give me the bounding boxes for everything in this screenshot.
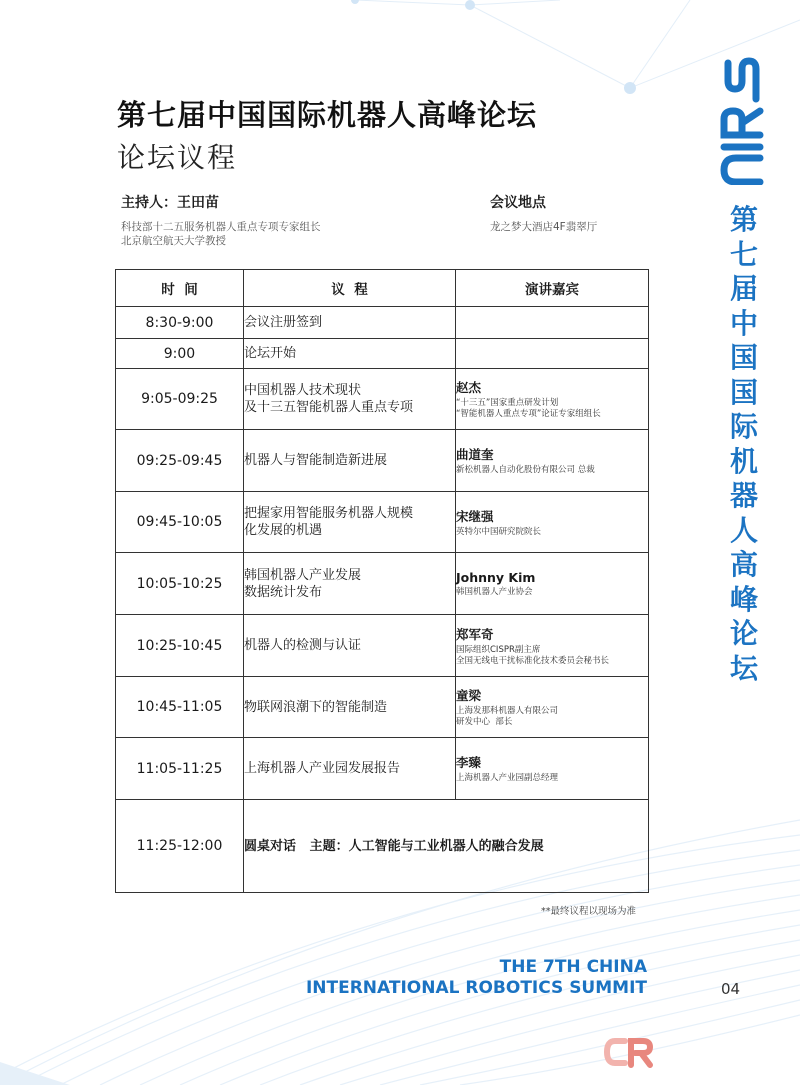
speaker-cell <box>456 307 649 339</box>
topic-cell <box>244 430 456 492</box>
column-header-topic: 议 程 <box>244 270 456 307</box>
time-cell: 9:05-09:25 <box>116 369 244 430</box>
speaker-title: 韩国机器人产业协会 <box>456 586 533 597</box>
topic-line: 论坛开始 <box>244 346 297 361</box>
agenda-table <box>115 269 649 893</box>
speaker-title: “十三五”国家重点研发计划 <box>456 398 559 408</box>
speaker-cell <box>456 369 649 430</box>
cirs-logo <box>716 55 768 185</box>
speaker-cell <box>456 430 649 492</box>
vertical-title-char: 论 <box>729 617 758 650</box>
speaker-title: “智能机器人重点专项”论证专家组组长 <box>456 409 601 419</box>
topic-cell <box>244 339 456 369</box>
column-header-time: 时 间 <box>116 270 244 307</box>
speaker-name: Johnny Kim <box>456 569 536 585</box>
table-row <box>116 553 649 615</box>
topic-cell <box>244 369 456 430</box>
speaker-cell <box>456 339 649 369</box>
venue-location: 龙之梦大酒店4F翡翠厅 <box>490 221 598 233</box>
time-cell: 8:30-9:00 <box>116 307 244 339</box>
time-cell: 10:05-10:25 <box>116 553 244 615</box>
english-title-line: THE 7TH CHINA <box>499 957 647 977</box>
roundtable-topic-cell: 圆桌对话 主题：人工智能与工业机器人的融合发展 <box>244 800 649 893</box>
speaker-name: 李臻 <box>456 755 482 770</box>
topic-cell <box>244 738 456 800</box>
speaker-title: 新松机器人自动化股份有限公司 总裁 <box>456 465 595 475</box>
speaker-name: 宋继强 <box>456 508 494 524</box>
table-row <box>116 492 649 553</box>
vertical-title-char: 器 <box>729 479 758 512</box>
host-label: 主持人：王田苗 <box>121 195 219 211</box>
cr-logo <box>603 1035 655 1069</box>
time-cell: 10:45-11:05 <box>116 677 244 738</box>
vertical-title-char: 机 <box>729 444 758 478</box>
topic-cell <box>244 615 456 677</box>
topic-cell <box>244 553 456 615</box>
speaker-name: 郑军奇 <box>456 626 494 642</box>
vertical-title-char: 坛 <box>729 651 758 685</box>
table-row <box>116 738 649 800</box>
vertical-title-char: 届 <box>729 272 758 305</box>
footnote: **最终议程以现场为准 <box>541 906 637 917</box>
topic-cell <box>244 677 456 738</box>
speaker-title: 国际组织CISPR副主席 <box>456 644 541 655</box>
table-row <box>116 307 649 339</box>
time-cell: 10:25-10:45 <box>116 615 244 677</box>
page-number: 04 <box>721 980 741 998</box>
topic-line: 上海机器人产业园发展报告 <box>244 761 401 776</box>
speaker-title: 上海发那科机器人有限公司 <box>456 706 559 716</box>
topic-line: 韩国机器人产业发展 <box>244 567 362 583</box>
time-cell: 09:45-10:05 <box>116 492 244 553</box>
table-row <box>116 800 649 893</box>
topic-line: 物联网浪潮下的智能制造 <box>244 699 388 715</box>
topic-line: 及十三五智能机器人重点专项 <box>244 400 414 415</box>
host-title-line: 北京航空航天大学教授 <box>121 235 226 247</box>
speaker-name: 曲道奎 <box>456 447 494 462</box>
topic-line: 机器人的检测与认证 <box>244 638 362 653</box>
speaker-title: 上海机器人产业园副总经理 <box>456 773 559 783</box>
vertical-title-char: 高 <box>729 548 758 581</box>
table-header-row <box>116 270 649 307</box>
speaker-name: 童梁 <box>456 688 482 703</box>
vertical-title-char: 峰 <box>729 582 758 616</box>
topic-cell <box>244 492 456 553</box>
table-row <box>116 339 649 369</box>
time-cell: 11:05-11:25 <box>116 738 244 800</box>
table-row <box>116 430 649 492</box>
topic-line: 把握家用智能服务机器人规模 <box>244 506 414 521</box>
topic-line: 中国机器人技术现状 <box>244 383 362 398</box>
vertical-title <box>726 203 762 686</box>
page-title: 第七届中国国际机器人高峰论坛 <box>117 98 538 132</box>
speaker-title: 研发中心 部长 <box>456 717 513 727</box>
venue-label: 会议地点 <box>490 195 546 211</box>
topic-cell <box>244 307 456 339</box>
topic-line: 会议注册签到 <box>244 315 323 330</box>
table-row <box>116 369 649 430</box>
vertical-title-char: 七 <box>729 237 758 271</box>
topic-line: 机器人与智能制造新进展 <box>244 453 388 468</box>
speaker-title: 英特尔中国研究院院长 <box>456 526 542 537</box>
english-title-line: INTERNATIONAL ROBOTICS SUMMIT <box>305 978 647 998</box>
speaker-cell <box>456 553 649 615</box>
english-title <box>292 957 647 999</box>
speaker-name: 赵杰 <box>456 380 482 395</box>
topic-line: 化发展的机遇 <box>244 523 323 538</box>
table-row <box>116 677 649 738</box>
vertical-title-char: 国 <box>729 341 758 374</box>
speaker-cell <box>456 492 649 553</box>
topic-line: 数据统计发布 <box>244 584 323 600</box>
page-subtitle: 论坛议程 <box>117 141 238 174</box>
speaker-cell <box>456 738 649 800</box>
vertical-title-char: 第 <box>729 203 758 236</box>
time-cell: 9:00 <box>116 339 244 369</box>
vertical-title-char: 际 <box>729 410 758 443</box>
vertical-title-char: 人 <box>729 513 758 547</box>
vertical-title-char: 国 <box>729 375 758 409</box>
time-cell: 09:25-09:45 <box>116 430 244 492</box>
table-row <box>116 615 649 677</box>
speaker-cell <box>456 677 649 738</box>
speaker-title: 全国无线电干扰标准化技术委员会秘书长 <box>456 655 610 666</box>
vertical-title-char: 中 <box>729 306 758 340</box>
time-cell: 11:25-12:00 <box>116 800 244 893</box>
column-header-speaker: 演讲嘉宾 <box>456 270 649 307</box>
speaker-cell <box>456 615 649 677</box>
host-title-line: 科技部十二五服务机器人重点专项专家组长 <box>121 221 321 233</box>
